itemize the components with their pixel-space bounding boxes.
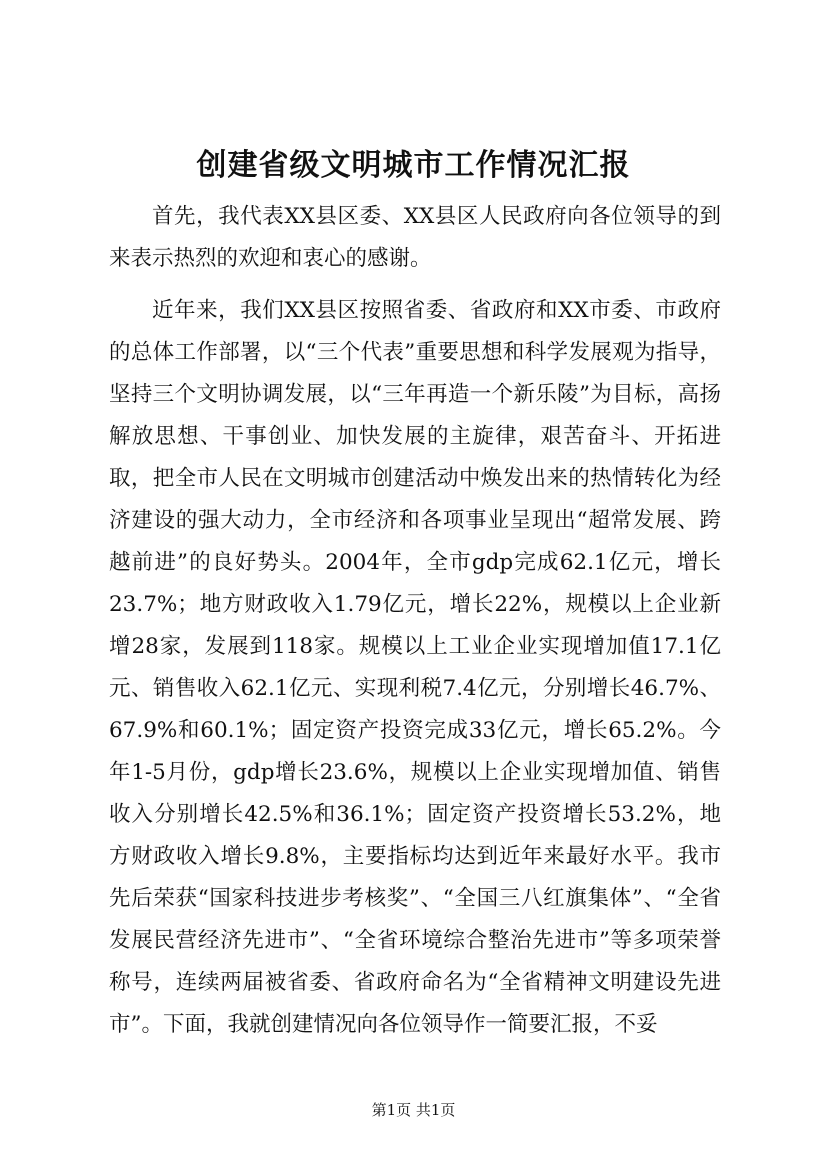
page-footer: 第1页 共1页 (371, 1101, 456, 1119)
paragraph-achievements: 近年来，我们XX县区按照省委、省政府和XX市委、市政府的总体工作部署，以“三个代表”重要思想和科学发展观为指导，坚持三个文明协调发展，以“三年再造一个新乐陵”为目标，高扬解放思想、干事创业、加快发展的主旋律，艰苦奋斗、开拓进取，把全市人民在文明城市创建活动中焕发出来的热情转化为经济建设的强大动力，全市经济和各项事业呈现出“超常发展、跨越前进”的良好势头。2004年，全市gdp完成62.1亿元，增长23.7%；地方财政收入1.79亿元，增长22%，规模以上企业新增28家，发展到118家。规模以上工业企业实现增加值17.1亿元、销售收入62.1亿元、实现利税7.4亿元，分别增长46.7%、67.9%和60.1%；固定资产投资完成33亿元，增长65.2%。今年1-5月份，gdp增长23.6%，规模以上企业实现增加值、销售收入分别增长42.5%和36.1%；固定资产投资增长53.2%，地方财政收入增长9.8%，主要指标均达到近年来最好水平。我市先后荣获“国家科技进步考核奖”、“全国三八红旗集体”、“全省发展民营经济先进市”、“全省环境综合整治先进市”等多项荣誉称号，连续两届被省委、省政府命名为“全省精神文明建设先进市”。下面，我就创建情况向各位领导作一简要汇报，不妥 (109, 298, 721, 1037)
paragraph-greeting: 首先，我代表XX县区委、XX县区人民政府向各位领导的到来表示热烈的欢迎和衷心的感谢。 (109, 204, 721, 271)
document-title: 创建省级文明城市工作情况汇报 (196, 148, 631, 183)
document-body (109, 196, 721, 1046)
